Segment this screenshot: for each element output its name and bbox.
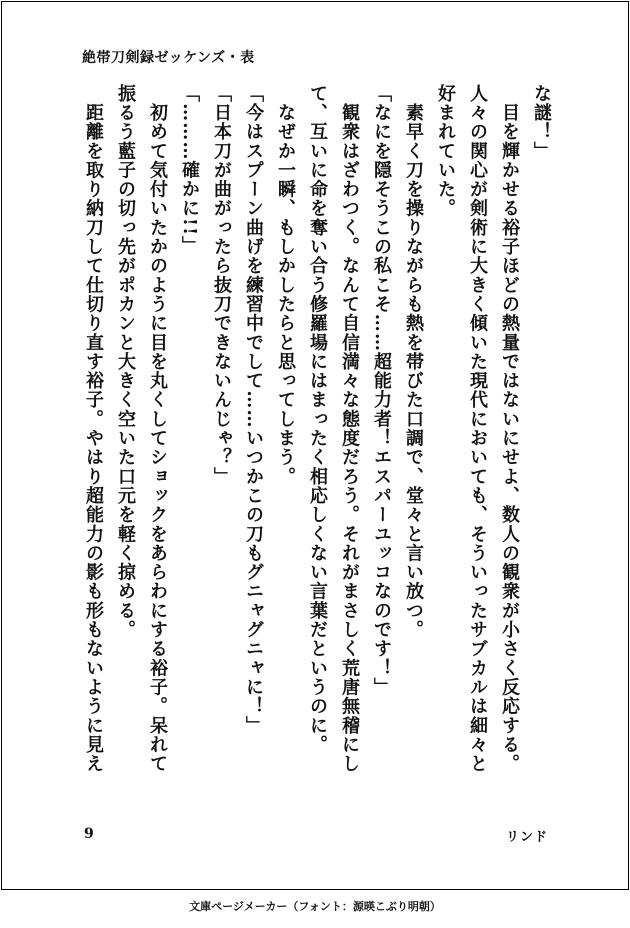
text-line: 「今はスプーン曲げを練習中でして……いつかこの刀もグニャグニャに！」: [243, 84, 264, 736]
text-line: な謎！」: [531, 84, 552, 161]
text-line: なぜか一瞬、もしかしたらと思ってしまう。: [275, 84, 296, 487]
text-line: 好まれていた。: [435, 84, 456, 219]
vertical-text-body: [76, 84, 552, 784]
text-line: 観衆はざわつく。なんて自信満々な態度だろう。それがまさしく荒唐無稽にし: [339, 84, 360, 774]
generator-credit: 文庫ページメーカー（フォント：源暎こぶり明朝）: [189, 900, 441, 913]
text-line: 振るう藍子の切っ先がポカンと大きく空いた口元を軽く掠める。: [115, 84, 136, 640]
text-line: 「………確かに!!」: [179, 84, 200, 256]
text-line: 初めて気付いたかのように目を丸くしてショックをあらわにする裕子。呆れて: [147, 84, 168, 774]
text-line: て、互いに命を奪い合う修羅場にはまったく相応しくない言葉だというのに。: [307, 84, 328, 755]
text-line: 素早く刀を操りながらも熱を帯びた口調で、堂々と言い放つ。: [403, 84, 424, 640]
page-number: 9: [84, 826, 94, 842]
text-line: 「なにを隠そうこの私こそ……超能力者！エスパーユッコなのです！」: [371, 84, 392, 697]
book-title: 絶帯刀剣録ゼッケンズ・表: [82, 50, 255, 66]
author-name: リンド: [506, 830, 549, 845]
text-line: 人々の関心が剣術に大きく傾いた現代においても、そういったサブカルは細々と: [467, 84, 488, 774]
text-line: 「日本刀が曲がったら抜刀できないんじゃ？」: [211, 84, 232, 487]
text-line: 目を輝かせる裕子ほどの熱量ではないにせよ、数人の観衆が小さく反応する。: [499, 84, 520, 774]
text-line: 距離を取り納刀して仕切り直す裕子。やはり超能力の影も形もないように見え: [83, 84, 104, 774]
